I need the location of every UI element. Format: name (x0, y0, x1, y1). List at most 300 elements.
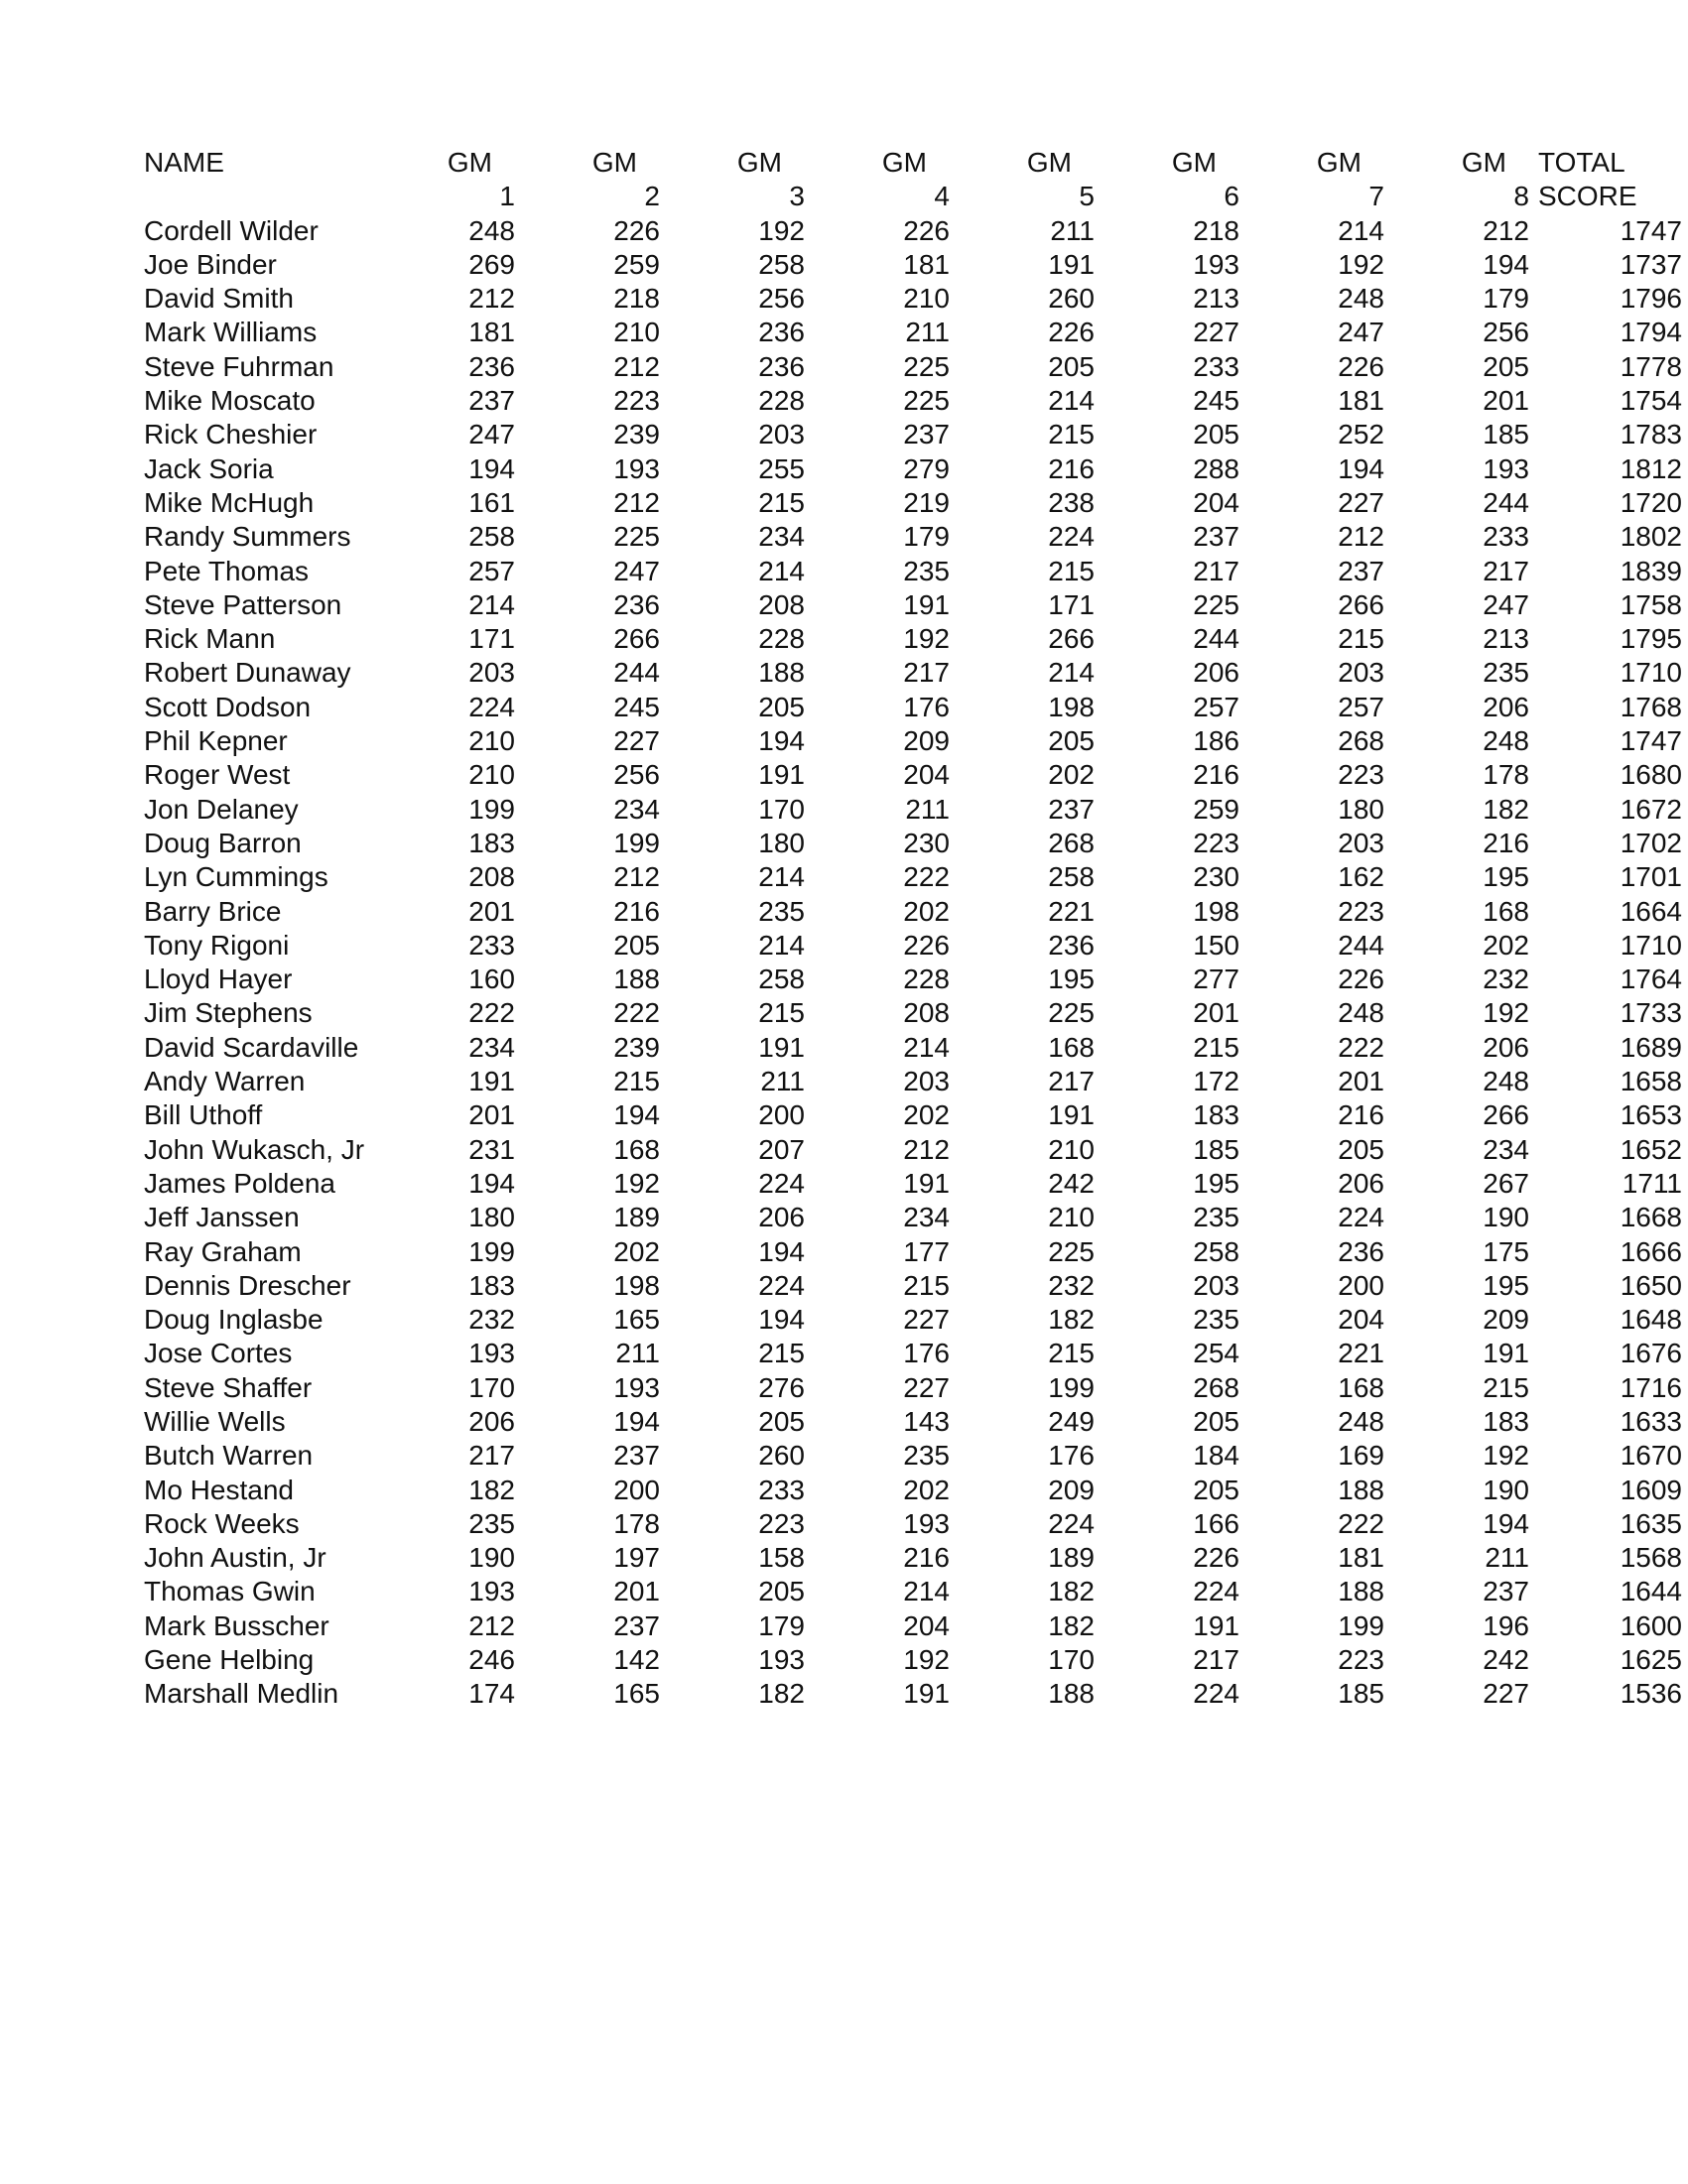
game-score: 212 (1338, 521, 1384, 553)
game-score: 166 (1193, 1507, 1239, 1539)
game-score: 226 (903, 214, 950, 246)
game-score: 256 (613, 759, 660, 791)
game-score: 215 (903, 1269, 950, 1301)
game-score: 191 (758, 1031, 805, 1063)
game-score: 205 (1048, 725, 1095, 757)
game-score: 196 (1483, 1609, 1529, 1641)
game-score: 235 (1193, 1202, 1239, 1233)
game-score: 180 (758, 827, 805, 858)
game-column-header: GM (447, 147, 492, 178)
game-number-header: 2 (644, 181, 660, 212)
game-score: 183 (468, 1269, 515, 1301)
game-score: 206 (1338, 1167, 1384, 1199)
game-score: 224 (758, 1269, 805, 1301)
game-score: 185 (1193, 1133, 1239, 1165)
game-score: 223 (613, 385, 660, 417)
game-score: 242 (1048, 1167, 1095, 1199)
total-score: 1802 (1620, 521, 1682, 553)
game-score: 234 (1483, 1133, 1529, 1165)
table-row (144, 996, 1682, 1030)
game-score: 269 (468, 248, 515, 280)
bowler-name: Dennis Drescher (144, 1269, 351, 1301)
bowler-name: Bill Uthoff (144, 1099, 263, 1131)
game-score: 198 (613, 1269, 660, 1301)
total-score: 1672 (1620, 793, 1682, 825)
bowler-name: Jim Stephens (144, 997, 313, 1029)
bowler-name: Tony Rigoni (144, 929, 290, 961)
total-score: 1710 (1620, 657, 1682, 689)
game-score: 258 (1048, 861, 1095, 893)
game-score: 244 (1483, 486, 1529, 518)
game-score: 200 (1338, 1269, 1384, 1301)
game-score: 176 (903, 691, 950, 722)
total-score: 1666 (1620, 1235, 1682, 1267)
game-score: 247 (468, 419, 515, 450)
game-score: 237 (903, 419, 950, 450)
game-score: 191 (1193, 1609, 1239, 1641)
table-row (144, 1133, 1682, 1167)
game-score: 258 (468, 521, 515, 553)
bowler-name: James Poldena (144, 1167, 336, 1199)
game-score: 192 (903, 1644, 950, 1676)
game-score: 248 (1483, 725, 1529, 757)
game-score: 197 (613, 1542, 660, 1574)
game-score: 224 (1193, 1576, 1239, 1607)
game-score: 227 (1193, 317, 1239, 348)
game-score: 266 (1048, 623, 1095, 655)
game-score: 200 (613, 1474, 660, 1505)
game-score: 209 (903, 725, 950, 757)
game-score: 217 (1193, 555, 1239, 586)
game-score: 225 (1048, 1235, 1095, 1267)
game-score: 191 (903, 588, 950, 620)
game-score: 181 (903, 248, 950, 280)
score-table-header (144, 146, 1682, 214)
game-column-header: GM (591, 147, 637, 178)
total-score: 1711 (1622, 1167, 1682, 1199)
game-score: 195 (1483, 861, 1529, 893)
total-score: 1609 (1620, 1474, 1682, 1505)
bowler-name: Willie Wells (144, 1405, 286, 1437)
game-score: 249 (1048, 1405, 1095, 1437)
game-score: 162 (1338, 861, 1384, 893)
bowler-name: Doug Inglasbe (144, 1304, 324, 1336)
game-score: 227 (1338, 486, 1384, 518)
game-score: 222 (903, 861, 950, 893)
game-score: 201 (468, 1099, 515, 1131)
game-score: 236 (758, 317, 805, 348)
game-score: 182 (1048, 1576, 1095, 1607)
game-score: 248 (1338, 997, 1384, 1029)
game-column-header: GM (1026, 147, 1072, 178)
game-score: 221 (1338, 1338, 1384, 1369)
game-score: 205 (758, 691, 805, 722)
game-score: 224 (1048, 521, 1095, 553)
game-score: 212 (468, 283, 515, 315)
game-score: 223 (1338, 759, 1384, 791)
game-score: 169 (1338, 1440, 1384, 1472)
game-score: 168 (613, 1133, 660, 1165)
bowler-name: Mark Williams (144, 317, 318, 348)
game-score: 228 (903, 964, 950, 995)
game-score: 192 (1483, 1440, 1529, 1472)
game-score: 201 (1338, 1066, 1384, 1097)
total-score: 1650 (1620, 1269, 1682, 1301)
game-score: 199 (468, 793, 515, 825)
game-score: 268 (1048, 827, 1095, 858)
game-score: 235 (1483, 657, 1529, 689)
table-row (144, 214, 1682, 248)
game-score: 193 (1193, 248, 1239, 280)
table-row (144, 1269, 1682, 1303)
header-row-numbers (144, 180, 1682, 213)
game-score: 276 (758, 1371, 805, 1403)
bowler-name: Mike Moscato (144, 385, 316, 417)
game-score: 216 (1338, 1099, 1384, 1131)
game-column-header: GM (1316, 147, 1362, 178)
game-score: 236 (468, 350, 515, 382)
game-score: 219 (903, 486, 950, 518)
table-row (144, 1303, 1682, 1337)
game-score: 245 (613, 691, 660, 722)
game-score: 203 (903, 1066, 950, 1097)
game-score: 252 (1338, 419, 1384, 450)
table-row (144, 1337, 1682, 1370)
game-score: 230 (1193, 861, 1239, 893)
game-score: 168 (1338, 1371, 1384, 1403)
table-row (144, 350, 1682, 384)
game-score: 226 (613, 214, 660, 246)
game-score: 234 (468, 1031, 515, 1063)
game-number-header: 3 (789, 181, 805, 212)
game-score: 210 (903, 283, 950, 315)
game-score: 198 (1193, 895, 1239, 927)
total-score: 1689 (1620, 1031, 1682, 1063)
game-score: 237 (468, 385, 515, 417)
game-number-header: 1 (499, 181, 515, 212)
table-row (144, 1031, 1682, 1065)
game-score: 175 (1483, 1235, 1529, 1267)
table-row (144, 1677, 1682, 1711)
total-score: 1747 (1620, 214, 1682, 246)
game-score: 259 (613, 248, 660, 280)
game-score: 260 (1048, 283, 1095, 315)
table-row (144, 520, 1682, 554)
game-score: 215 (758, 997, 805, 1029)
game-score: 201 (1193, 997, 1239, 1029)
total-score: 1568 (1620, 1542, 1682, 1574)
game-score: 193 (758, 1644, 805, 1676)
game-score: 233 (468, 929, 515, 961)
bowler-name: Jon Delaney (144, 793, 299, 825)
game-score: 211 (615, 1338, 660, 1369)
game-score: 205 (758, 1576, 805, 1607)
game-score: 216 (903, 1542, 950, 1574)
game-score: 182 (758, 1678, 805, 1710)
game-score: 193 (613, 1371, 660, 1403)
name-column-subheader (144, 180, 387, 213)
table-row (144, 1201, 1682, 1234)
game-score: 179 (1483, 283, 1529, 315)
game-score: 194 (468, 452, 515, 484)
game-score: 255 (758, 452, 805, 484)
game-score: 222 (613, 997, 660, 1029)
game-number-header: 7 (1368, 181, 1384, 212)
game-score: 288 (1193, 452, 1239, 484)
total-score: 1768 (1620, 691, 1682, 722)
game-score: 227 (903, 1304, 950, 1336)
game-score: 202 (1048, 759, 1095, 791)
game-score: 212 (613, 350, 660, 382)
game-score: 237 (1193, 521, 1239, 553)
game-score: 194 (1483, 248, 1529, 280)
score-column-header: SCORE (1538, 181, 1637, 212)
total-score: 1778 (1620, 350, 1682, 382)
game-score: 201 (1483, 385, 1529, 417)
game-score: 236 (1048, 929, 1095, 961)
bowler-name: Jose Cortes (144, 1338, 293, 1369)
table-row (144, 895, 1682, 929)
game-score: 216 (613, 895, 660, 927)
game-score: 215 (1338, 623, 1384, 655)
game-score: 182 (468, 1474, 515, 1505)
game-score: 216 (1048, 452, 1095, 484)
table-row (144, 1235, 1682, 1269)
game-score: 204 (1338, 1304, 1384, 1336)
game-score: 211 (905, 317, 950, 348)
game-score: 214 (1048, 657, 1095, 689)
game-score: 210 (1048, 1202, 1095, 1233)
game-score: 258 (758, 248, 805, 280)
game-score: 218 (1193, 214, 1239, 246)
game-score: 237 (1048, 793, 1095, 825)
total-score: 1664 (1620, 895, 1682, 927)
game-number-header: 5 (1079, 181, 1095, 212)
game-score: 244 (1193, 623, 1239, 655)
game-score: 202 (613, 1235, 660, 1267)
game-score: 214 (758, 929, 805, 961)
bowler-name: John Wukasch, Jr (144, 1133, 365, 1165)
table-row (144, 1541, 1682, 1575)
game-score: 221 (1048, 895, 1095, 927)
game-score: 214 (758, 861, 805, 893)
game-column-header: GM (881, 147, 927, 178)
game-score: 198 (1048, 691, 1095, 722)
table-row (144, 724, 1682, 758)
game-score: 193 (468, 1576, 515, 1607)
game-score: 189 (613, 1202, 660, 1233)
game-score: 189 (1048, 1542, 1095, 1574)
game-score: 215 (758, 1338, 805, 1369)
total-score: 1758 (1620, 588, 1682, 620)
game-score: 171 (1048, 588, 1095, 620)
game-score: 165 (613, 1304, 660, 1336)
bowler-name: Mark Busscher (144, 1609, 329, 1641)
game-score: 266 (613, 623, 660, 655)
table-row (144, 1098, 1682, 1132)
bowler-name: Robert Dunaway (144, 657, 351, 689)
game-score: 245 (1193, 385, 1239, 417)
game-score: 257 (1193, 691, 1239, 722)
game-score: 171 (468, 623, 515, 655)
game-score: 215 (758, 486, 805, 518)
game-score: 213 (1193, 283, 1239, 315)
bowler-name: Rock Weeks (144, 1507, 300, 1539)
total-score: 1794 (1620, 317, 1682, 348)
total-score: 1716 (1620, 1371, 1682, 1403)
table-row (144, 793, 1682, 827)
game-score: 176 (1048, 1440, 1095, 1472)
game-score: 161 (468, 486, 515, 518)
bowler-name: Jeff Janssen (144, 1202, 300, 1233)
game-score: 247 (1483, 588, 1529, 620)
game-column-header: GM (1461, 147, 1506, 178)
game-score: 158 (758, 1542, 805, 1574)
table-row (144, 486, 1682, 520)
game-score: 224 (1193, 1678, 1239, 1710)
game-score: 204 (903, 759, 950, 791)
game-score: 247 (613, 555, 660, 586)
game-score: 205 (1193, 1474, 1239, 1505)
game-score: 244 (1338, 929, 1384, 961)
game-score: 277 (1193, 964, 1239, 995)
bowler-name: Randy Summers (144, 521, 351, 553)
name-column-header: NAME (144, 147, 224, 178)
game-score: 247 (1338, 317, 1384, 348)
game-score: 217 (468, 1440, 515, 1472)
game-score: 246 (468, 1644, 515, 1676)
game-score: 217 (1048, 1066, 1095, 1097)
total-score: 1720 (1620, 486, 1682, 518)
game-score: 237 (613, 1609, 660, 1641)
game-score: 192 (1483, 997, 1529, 1029)
game-score: 260 (758, 1440, 805, 1472)
bowler-name: Steve Shaffer (144, 1371, 313, 1403)
game-score: 183 (468, 827, 515, 858)
total-score: 1710 (1620, 929, 1682, 961)
game-score: 207 (758, 1133, 805, 1165)
game-score: 195 (1483, 1269, 1529, 1301)
game-score: 230 (903, 827, 950, 858)
game-score: 195 (1048, 964, 1095, 995)
game-score: 257 (1338, 691, 1384, 722)
header-row-labels (144, 146, 1682, 180)
game-score: 226 (1338, 350, 1384, 382)
game-score: 194 (758, 1235, 805, 1267)
game-score: 181 (468, 317, 515, 348)
game-score: 227 (613, 725, 660, 757)
game-score: 236 (613, 588, 660, 620)
game-score: 235 (758, 895, 805, 927)
game-score: 181 (1338, 1542, 1384, 1574)
game-score: 186 (1193, 725, 1239, 757)
total-score: 1625 (1620, 1644, 1682, 1676)
total-score: 1754 (1620, 385, 1682, 417)
game-score: 180 (468, 1202, 515, 1233)
game-score: 214 (903, 1031, 950, 1063)
table-row (144, 691, 1682, 724)
bowler-name: Scott Dodson (144, 691, 312, 722)
game-score: 205 (613, 929, 660, 961)
game-score: 234 (758, 521, 805, 553)
bowler-name: Phil Kepner (144, 725, 288, 757)
table-row (144, 860, 1682, 894)
table-row (144, 555, 1682, 588)
game-score: 205 (1193, 419, 1239, 450)
game-score: 215 (613, 1066, 660, 1097)
game-score: 214 (1338, 214, 1384, 246)
total-score: 1652 (1620, 1133, 1682, 1165)
game-score: 226 (1193, 1542, 1239, 1574)
game-score: 206 (758, 1202, 805, 1233)
game-score: 224 (1338, 1202, 1384, 1233)
game-score: 223 (758, 1507, 805, 1539)
game-score: 214 (903, 1576, 950, 1607)
game-score: 199 (1338, 1609, 1384, 1641)
bowler-name: Joe Binder (144, 248, 277, 280)
game-score: 165 (613, 1678, 660, 1710)
game-score: 178 (613, 1507, 660, 1539)
total-score: 1633 (1620, 1405, 1682, 1437)
game-score: 235 (468, 1507, 515, 1539)
game-number-header: 4 (934, 181, 950, 212)
game-score: 237 (1338, 555, 1384, 586)
game-score: 256 (758, 283, 805, 315)
table-row (144, 282, 1682, 316)
game-score: 204 (903, 1609, 950, 1641)
game-column-header: GM (1171, 147, 1217, 178)
bowler-name: Steve Patterson (144, 588, 342, 620)
game-score: 223 (1193, 827, 1239, 858)
game-score: 191 (903, 1678, 950, 1710)
game-score: 188 (1338, 1576, 1384, 1607)
game-score: 185 (1338, 1678, 1384, 1710)
game-score: 237 (1483, 1576, 1529, 1607)
game-score: 224 (758, 1167, 805, 1199)
game-score: 258 (758, 964, 805, 995)
game-score: 194 (758, 725, 805, 757)
total-score: 1658 (1620, 1066, 1682, 1097)
game-score: 224 (1048, 1507, 1095, 1539)
game-score: 226 (1048, 317, 1095, 348)
game-score: 193 (613, 452, 660, 484)
game-score: 225 (903, 385, 950, 417)
game-score: 206 (468, 1405, 515, 1437)
game-score: 235 (903, 555, 950, 586)
game-score: 209 (1483, 1304, 1529, 1336)
game-score: 215 (1048, 419, 1095, 450)
game-score: 174 (468, 1678, 515, 1710)
table-row (144, 1474, 1682, 1507)
game-score: 235 (1193, 1304, 1239, 1336)
bowler-name: David Scardaville (144, 1031, 359, 1063)
game-score: 248 (1338, 283, 1384, 315)
game-score: 222 (1338, 1507, 1384, 1539)
game-score: 225 (613, 521, 660, 553)
game-score: 212 (903, 1133, 950, 1165)
bowler-name: David Smith (144, 283, 294, 315)
game-score: 212 (613, 486, 660, 518)
game-score: 204 (1193, 486, 1239, 518)
game-score: 178 (1483, 759, 1529, 791)
game-score: 224 (468, 691, 515, 722)
game-score: 192 (903, 623, 950, 655)
total-score: 1783 (1620, 419, 1682, 450)
total-score: 1680 (1620, 759, 1682, 791)
game-score: 202 (903, 895, 950, 927)
table-row (144, 1065, 1682, 1098)
game-score: 172 (1193, 1066, 1239, 1097)
